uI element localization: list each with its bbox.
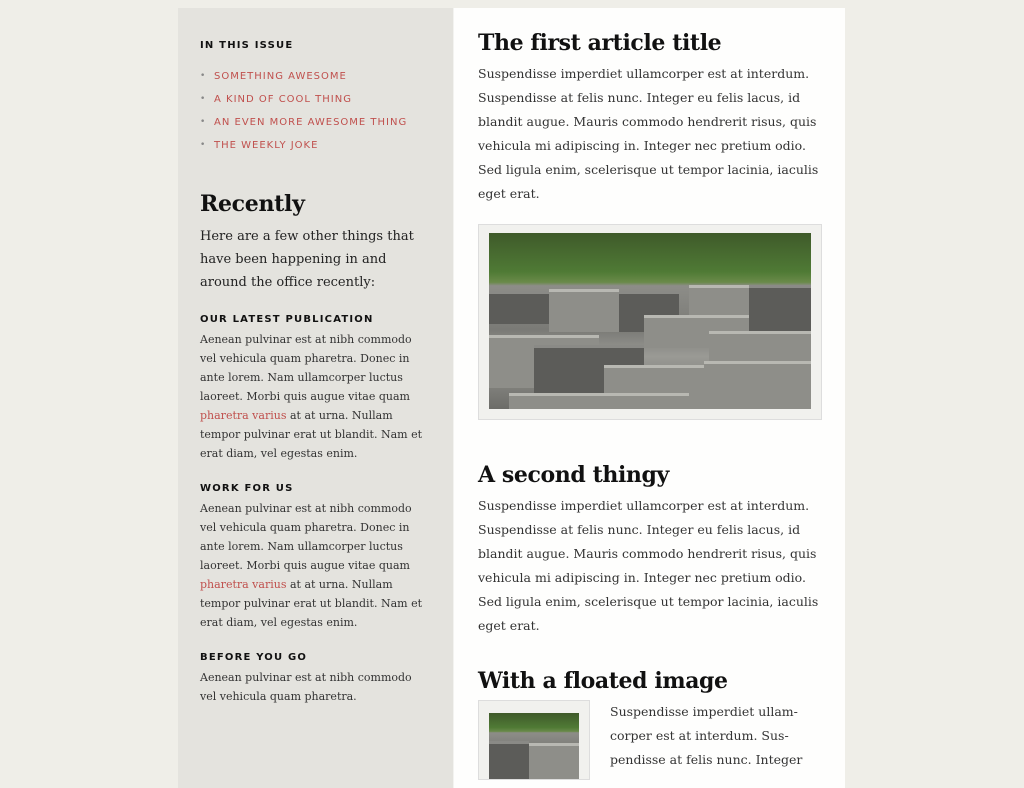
section-text-part: Aenean pulvinar est at nibh commodo vel vehicula quam pharetra. Donec in ante lorem. Nam ullamcorper luctus laoreet. Morbi quis augue vitae quam [200,333,412,403]
article-floated-image [478,668,821,780]
section-text [200,330,431,463]
photo-block [749,285,811,336]
floated-image-frame [478,700,590,780]
sidebar-section-publication [200,314,431,463]
issue-toc [200,65,431,157]
sidebar-section-before-you-go [200,652,431,706]
toc-link[interactable]: AN EVEN MORE AWESOME THING [214,117,408,128]
inline-link[interactable]: pharetra varius [200,409,287,422]
article-second [478,462,821,638]
section-text-part: at at urna. Nullam tempor pulvinar erat ut blandit. Nam et erat diam, vel egestas enim. [200,578,423,629]
bullet-icon: • [200,94,207,104]
recently-title: Recently [200,191,305,217]
photo-block [549,289,619,332]
article-title: With a floated image [478,668,728,694]
memorial-photo [489,233,811,409]
article-body: Suspendisse imperdiet ullamcorper est at interdum. Suspendisse at felis nunc. Integer eu felis lacus, id blandit augue. Mauris commodo hendrerit risus, quis vehicula mi adipiscing in. Integer nec pretium odio. Sed ligula enim, scelerisque ut tempor lacinia, iaculis eget erat. [478,66,819,201]
main-content [453,8,845,788]
sidebar-section-work [200,483,431,632]
in-this-issue-heading: IN THIS ISSUE [200,40,294,51]
section-heading: OUR LATEST PUBLICATION [200,314,374,325]
bullet-icon: • [200,71,207,81]
newsletter [178,8,845,788]
toc-link[interactable]: SOMETHING AWESOME [214,71,347,82]
toc-link[interactable]: THE WEEKLY JOKE [214,140,319,151]
article-first [478,30,821,420]
section-heading: BEFORE YOU GO [200,652,308,663]
toc-link[interactable]: A KIND OF COOL THING [214,94,352,105]
photo-block [489,291,549,324]
toc-item[interactable] [200,88,431,111]
section-text-part: Aenean pulvinar est at nibh commodo vel vehicula quam pharetra. [200,671,412,703]
photo-block [529,743,579,779]
article-image-frame [478,224,822,420]
sidebar [178,8,453,788]
bullet-icon: • [200,117,207,127]
toc-item[interactable] [200,111,431,134]
section-text-part: Aenean pulvinar est at nibh commodo vel vehicula quam pharetra. Donec in ante lorem. Nam ullamcorper luctus laoreet. Morbi quis augue vitae quam [200,502,412,572]
section-text-part: at at urna. Nullam tempor pulvinar erat ut blandit. Nam et erat diam, vel egestas enim. [200,409,423,460]
toc-item[interactable] [200,134,431,157]
photo-block [509,393,689,409]
article-title: The first article title [478,30,722,56]
bullet-icon: • [200,140,207,150]
section-heading: WORK FOR US [200,483,294,494]
section-text [200,668,431,706]
section-text [200,499,431,632]
inline-link[interactable]: pharetra varius [200,578,287,591]
recently-intro: Here are a few other things that have been happening in and around the office recently: [200,229,414,290]
floated-photo [489,713,579,779]
photo-block [489,741,529,779]
photo-block [704,361,811,409]
article-body: Suspendisse imperdiet ullamcorper est at interdum. Suspendisse at felis nunc. Integer eu felis lacus, id blandit augue. Mauris commodo hendrerit risus, quis vehicula mi adipiscing in. Integer nec pretium odio. Sed ligula enim, scelerisque ut tempor lacinia, iaculis eget erat. [478,498,819,633]
article-title: A second thingy [478,462,669,488]
floated-content [478,700,821,780]
article-body: Suspendisse imperdiet ullamcorper est at interdum. Suspendisse at felis nunc. Integer [610,704,803,767]
toc-item[interactable] [200,65,431,88]
